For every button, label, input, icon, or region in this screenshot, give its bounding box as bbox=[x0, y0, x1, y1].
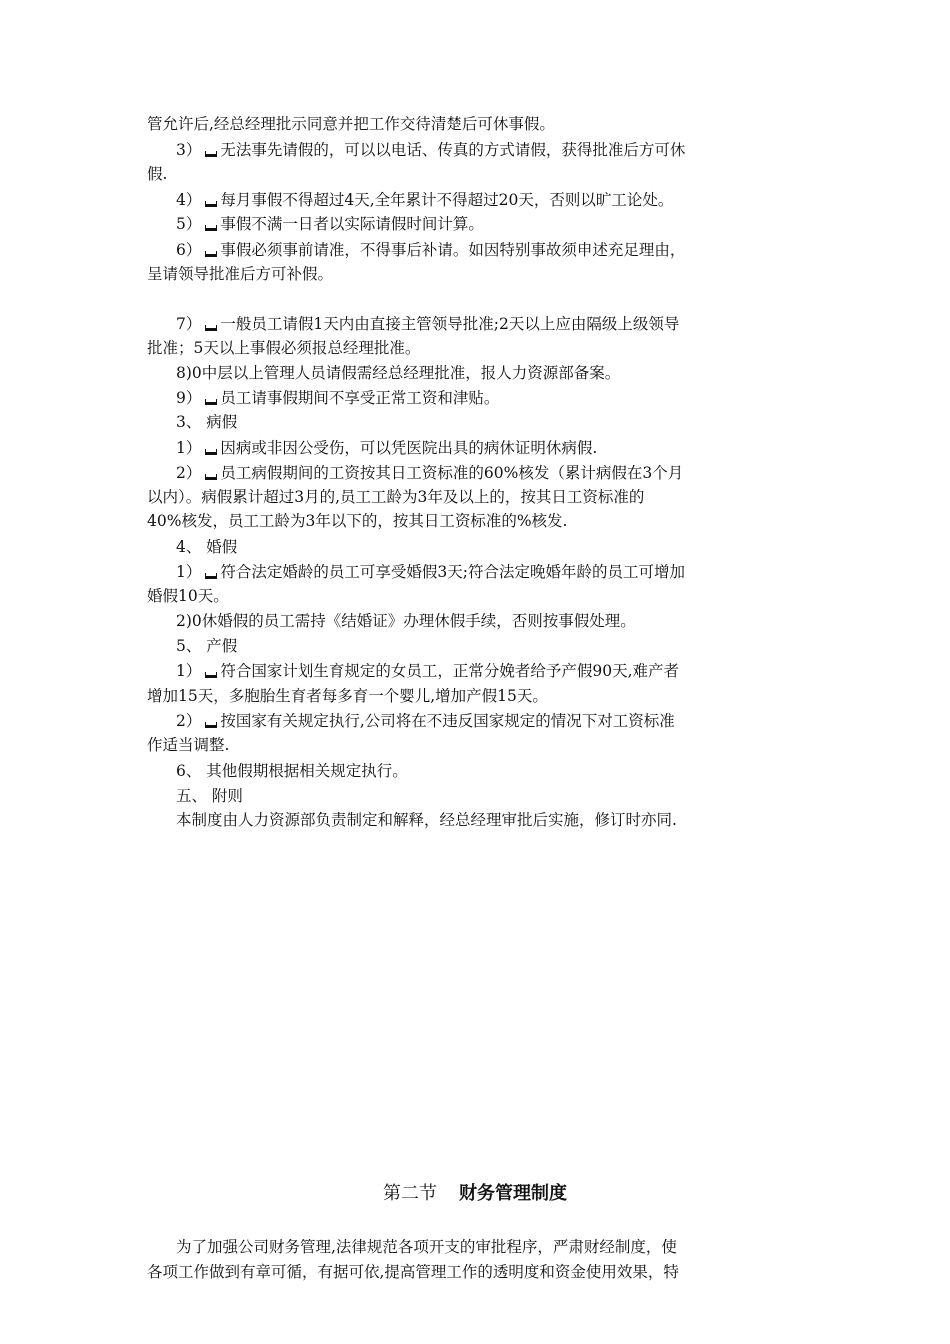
section-title bbox=[0, 1180, 950, 1208]
list-item: 9） 员工请事假期间不享受正常工资和津贴。 bbox=[176, 389, 500, 407]
subheading: 4、 婚假 bbox=[176, 538, 238, 556]
section-number: 第二节 bbox=[383, 1183, 437, 1204]
subheading: 3、 病假 bbox=[176, 413, 238, 431]
text-line: 批准；5天以上事假必须报总经理批准。 bbox=[147, 339, 421, 357]
list-item: 2） 按国家有关规定执行,公司将在不违反国家规定的情况下对工资标准 bbox=[176, 712, 675, 730]
placeholder-mark-icon bbox=[205, 399, 217, 405]
text-line: 婚假10天。 bbox=[147, 587, 229, 605]
placeholder-mark-icon bbox=[205, 251, 217, 257]
text-line: 管允许后,经总经理批示同意并把工作交待清楚后可休事假。 bbox=[147, 115, 555, 133]
list-item: 2)0休婚假的员工需持《结婚证》办理休假手续，否则按事假处理。 bbox=[176, 612, 636, 630]
list-item: 7） 一般员工请假1天内由直接主管领导批准;2天以上应由隔级上级领导 bbox=[176, 315, 680, 333]
section-name: 财务管理制度 bbox=[459, 1183, 567, 1204]
text-line: 为了加强公司财务管理,法律规范各项开支的审批程序，严肃财经制度，使 bbox=[176, 1238, 677, 1256]
placeholder-mark-icon bbox=[205, 573, 217, 579]
placeholder-mark-icon bbox=[205, 474, 217, 480]
placeholder-mark-icon bbox=[205, 201, 217, 207]
list-item: 1） 符合国家计划生育规定的女员工，正常分娩者给予产假90天,难产者 bbox=[176, 662, 680, 680]
placeholder-mark-icon bbox=[205, 325, 217, 331]
placeholder-mark-icon bbox=[205, 449, 217, 455]
subheading: 5、 产假 bbox=[176, 637, 238, 655]
subheading: 五、 附则 bbox=[176, 787, 243, 805]
list-item: 6） 事假必须事前请准，不得事后补请。如因特别事故须申述充足理由， bbox=[176, 241, 686, 259]
placeholder-mark-icon bbox=[205, 672, 217, 678]
text-line: 以内）。病假累计超过3月的,员工工龄为3年及以上的，按其日工资标准的 bbox=[147, 488, 645, 506]
list-item: 3） 无法事先请假的，可以以电话、传真的方式请假，获得批准后方可休 bbox=[176, 141, 686, 159]
list-item: 1） 因病或非因公受伤，可以凭医院出具的病休证明休病假. bbox=[176, 439, 598, 457]
list-item: 4） 每月事假不得超过4天,全年累计不得超过20天，否则以旷工论处。 bbox=[176, 191, 674, 209]
text-line: 作适当调整. bbox=[147, 736, 230, 754]
text-line: 假. bbox=[147, 165, 168, 183]
list-item: 5） 事假不满一日者以实际请假时间计算。 bbox=[176, 215, 484, 233]
text-line: 呈请领导批准后方可补假。 bbox=[147, 265, 334, 283]
list-item: 1） 符合法定婚龄的员工可享受婚假3天;符合法定晚婚年龄的员工可增加 bbox=[176, 563, 685, 581]
text-line: 本制度由人力资源部负责制定和解释，经总经理审批后实施，修订时亦同. bbox=[176, 811, 677, 829]
placeholder-mark-icon bbox=[205, 151, 217, 157]
text-line: 增加15天，多胞胎生育者每多育一个婴儿,增加产假15天。 bbox=[147, 687, 548, 705]
subheading: 6、 其他假期根据相关规定执行。 bbox=[176, 762, 408, 780]
placeholder-mark-icon bbox=[205, 722, 217, 728]
list-item: 2） 员工病假期间的工资按其日工资标准的60%核发（累计病假在3个月 bbox=[176, 464, 684, 482]
text-line: 各项工作做到有章可循，有据可依,提高管理工作的透明度和资金使用效果，特 bbox=[147, 1263, 679, 1281]
text-line: 40%核发，员工工龄为3年以下的，按其日工资标准的%核发. bbox=[147, 512, 568, 530]
list-item: 8)0中层以上管理人员请假需经总经理批准，报人力资源部备案。 bbox=[176, 364, 621, 382]
placeholder-mark-icon bbox=[205, 225, 217, 231]
